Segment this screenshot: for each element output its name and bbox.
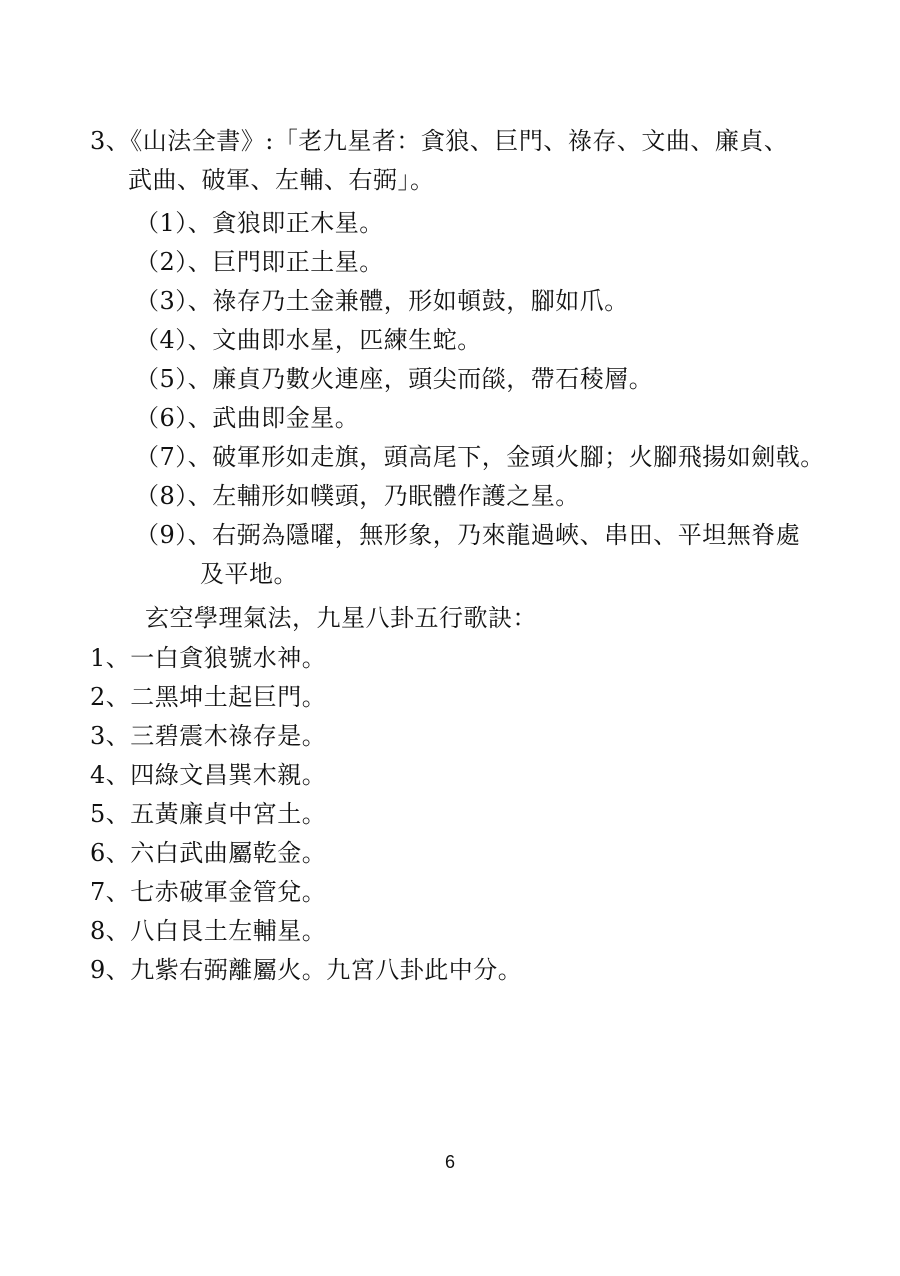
verse-item-3: 3、三碧震木祿存是。 [90, 722, 327, 750]
star-item-9: （9）、右弼為隱曜，無形象，乃來龍過峽、串田、平坦無脊處 [135, 521, 801, 549]
verse-item-1: 1、一白貪狼號水神。 [90, 644, 327, 672]
star-item-7: （7）、破軍形如走旗，頭高尾下，金頭火腳；火腳飛揚如劍戟。 [135, 443, 825, 471]
star-item-2: （2）、巨門即正土星。 [135, 248, 384, 276]
verse-item-7: 7、七赤破軍金管兌。 [90, 878, 327, 906]
star-item-6: （6）、武曲即金星。 [135, 404, 360, 432]
star-item-9-continuation: 及平地。 [200, 560, 298, 588]
star-item-5: （5）、廉貞乃數火連座，頭尖而燄，帶石稜層。 [135, 365, 654, 393]
star-item-8: （8）、左輔形如幞頭，乃眠體作護之星。 [135, 482, 580, 510]
section-heading-line-1: 3、《山法全書》:「老九星者：貪狼、巨門、祿存、文曲、廉貞、 [90, 127, 789, 155]
verse-item-9: 9、九紫右弼離屬火。九宮八卦此中分。 [90, 956, 523, 984]
verse-item-4: 4、四綠文昌巽木親。 [90, 761, 327, 789]
verse-item-5: 5、五黃廉貞中宮土。 [90, 800, 327, 828]
verse-item-8: 8、八白艮土左輔星。 [90, 917, 327, 945]
verse-item-2: 2、二黑坤土起巨門。 [90, 683, 327, 711]
star-item-1: （1）、貪狼即正木星。 [135, 209, 384, 237]
star-item-4: （4）、文曲即水星，匹練生蛇。 [135, 326, 482, 354]
verse-intro: 玄空學理氣法，九星八卦五行歌訣： [145, 604, 537, 632]
section-heading-line-2: 武曲、破軍、左輔、右弼」。 [128, 166, 435, 194]
page-number: 6 [444, 1152, 455, 1172]
star-item-3: （3）、祿存乃土金兼體，形如頓鼓，腳如爪。 [135, 287, 629, 315]
verse-item-6: 6、六白武曲屬乾金。 [90, 839, 327, 867]
